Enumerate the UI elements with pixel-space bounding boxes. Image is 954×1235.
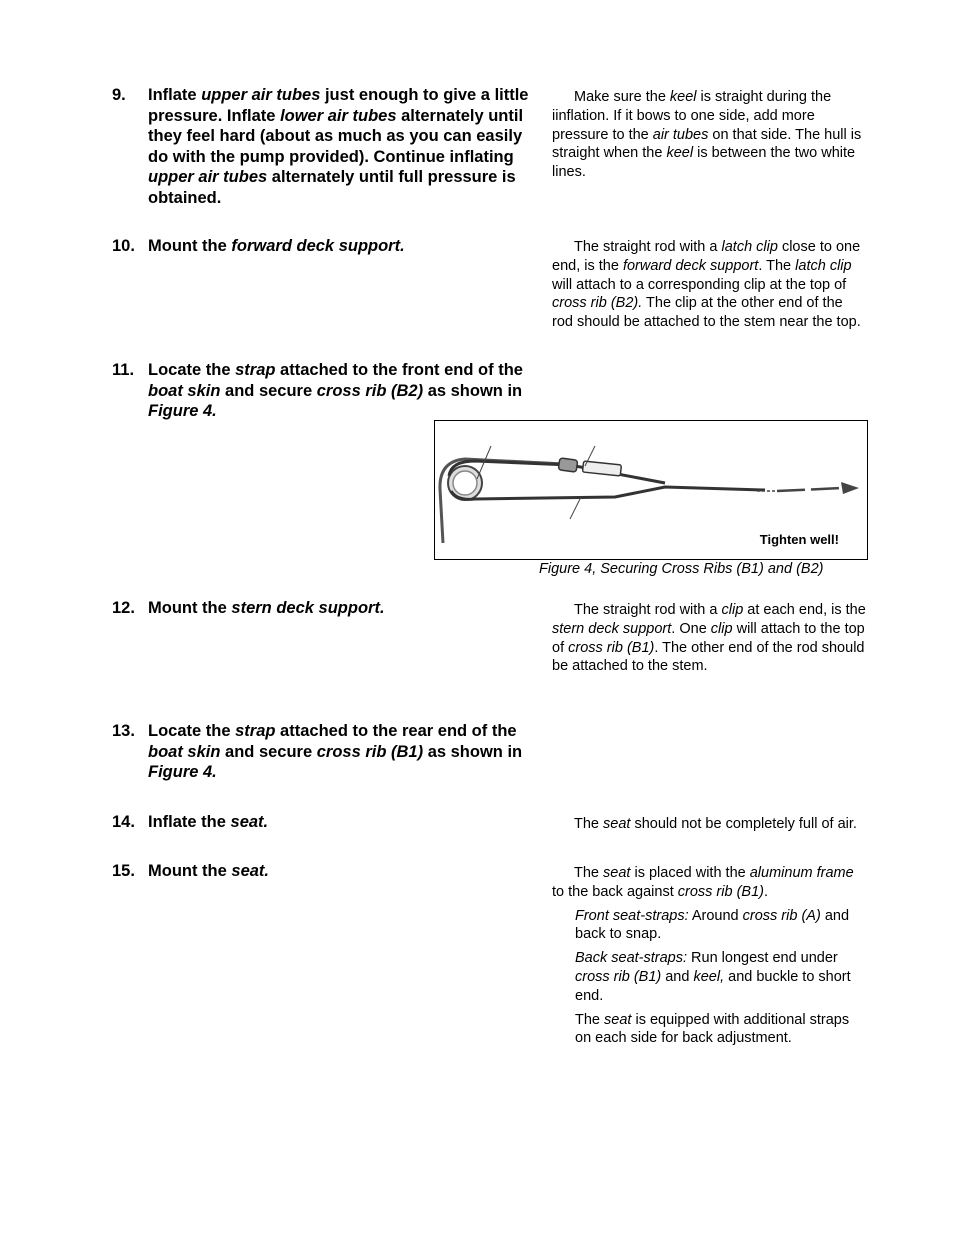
step-14 — [112, 812, 532, 833]
note-stern-deck-support — [552, 601, 867, 676]
step-15 — [112, 861, 532, 882]
emphasis: aluminum frame — [749, 865, 854, 881]
step-text: Inflate the seat. — [148, 813, 269, 831]
note-paragraph: Front seat-straps: Around cross rib (A) and back to snap. — [575, 907, 850, 943]
arrow-head-icon — [841, 482, 859, 494]
step-number: 15. — [112, 862, 135, 880]
step-9 — [112, 85, 532, 208]
step-number: 10. — [112, 237, 135, 255]
step-text: Locate the strap attached to the front end of the boat skin and secure cross rib (B2) as shown in Figure 4. — [148, 361, 523, 420]
strap-lower — [451, 487, 765, 499]
step-text: Mount the seat. — [148, 862, 270, 880]
emphasis: Figure 4. — [148, 402, 217, 420]
emphasis: seat. — [230, 813, 269, 831]
emphasis: forward deck support — [622, 257, 759, 274]
emphasis: seat. — [231, 862, 270, 880]
emphasis: Front seat-straps: — [575, 907, 689, 924]
step-text: Mount the forward deck support. — [148, 237, 405, 255]
emphasis: Back seat-straps: — [575, 950, 688, 967]
figure-4 — [434, 420, 868, 560]
figure-label: Tighten well! — [759, 532, 839, 547]
step-10 — [112, 236, 532, 257]
emphasis: cross rib (A) — [742, 907, 821, 924]
emphasis: seat — [603, 865, 631, 881]
note-paragraph: The seat is placed with the aluminum frame to the back against cross rib (B1). — [552, 865, 854, 900]
note-keel — [552, 88, 867, 182]
note-paragraph: The straight rod with a latch clip close to one end, is the forward deck support. The latch clip will attach to a corresponding clip at the top of cross rib (B2). The clip at the other end of the rod should be attached to the stem near the top. — [552, 239, 861, 331]
note-seat-mounting — [552, 864, 867, 1048]
note-seat-inflation — [552, 815, 867, 834]
buckle — [558, 458, 577, 472]
step-13 — [112, 721, 532, 783]
step-text: Mount the stern deck support. — [148, 599, 385, 617]
emphasis: cross rib (B1) — [677, 883, 764, 900]
step-11 — [112, 360, 532, 422]
emphasis: Figure 4. — [148, 763, 217, 781]
latch — [582, 461, 621, 476]
emphasis: cross rib (B2) — [316, 381, 424, 400]
emphasis: latch clip — [795, 257, 852, 274]
leader-line-3 — [570, 497, 581, 519]
emphasis: air tubes — [652, 126, 709, 143]
emphasis: upper air tubes — [148, 168, 268, 186]
emphasis: seat — [604, 1011, 632, 1028]
emphasis: keel — [669, 89, 697, 105]
step-number: 9. — [112, 86, 126, 104]
emphasis: clip — [710, 620, 733, 637]
emphasis: upper air tubes — [201, 86, 321, 104]
emphasis: stern deck support. — [231, 599, 385, 617]
emphasis: cross rib (B1) — [575, 968, 662, 985]
step-number: 13. — [112, 722, 135, 740]
emphasis: strap — [235, 722, 276, 740]
note-paragraph: Back seat-straps: Run longest end under cross rib (B1) and keel, and buckle to short end. — [575, 950, 851, 1004]
step-number: 14. — [112, 813, 135, 831]
emphasis: boat skin — [148, 742, 221, 761]
emphasis: keel, — [693, 968, 725, 985]
step-12 — [112, 598, 532, 619]
pull-arrow-line — [777, 488, 843, 491]
step-number: 12. — [112, 599, 135, 617]
emphasis: lower air tubes — [280, 106, 397, 125]
emphasis: seat — [603, 816, 631, 832]
emphasis: cross rib (B1) — [316, 742, 424, 761]
emphasis: boat skin — [148, 381, 221, 400]
emphasis: cross rib (B1) — [568, 639, 655, 656]
step-text: Inflate upper air tubes just enough to give a little pressure. Inflate lower air tubes alternately until they feel hard (about as much as you can easily do with the pump provided). Continue inflating upper air tubes alternately until full pressure is obtained. — [148, 86, 529, 207]
note-paragraph: The straight rod with a clip at each end, is the stern deck support. One clip will attach to the top of cross rib (B1). The other end of the rod should be attached to the stem. — [552, 602, 866, 675]
note-forward-deck-support — [552, 238, 867, 332]
note-paragraph: Make sure the keel is straight during the iinflation. If it bows to one side, add more pressure to the air tubes on that side. The hull is straight when the keel is between the two white lines. — [552, 89, 862, 181]
emphasis: forward deck support. — [231, 237, 405, 255]
step-number: 11. — [112, 361, 135, 379]
emphasis: clip — [721, 602, 744, 618]
emphasis: cross rib (B2). — [552, 295, 643, 312]
note-paragraph: The seat is equipped with additional straps on each side for back adjustment. — [575, 1011, 850, 1047]
step-text: Locate the strap attached to the rear end of the boat skin and secure cross rib (B1) as shown in Figure 4. — [148, 722, 523, 781]
emphasis: strap — [235, 361, 276, 379]
note-paragraph: The seat should not be completely full of air. — [574, 816, 857, 832]
emphasis: latch clip — [721, 239, 778, 255]
emphasis: stern deck support — [552, 620, 672, 637]
emphasis: keel — [666, 145, 694, 162]
figure-caption: Figure 4, Securing Cross Ribs (B1) and (B2) — [539, 561, 824, 577]
